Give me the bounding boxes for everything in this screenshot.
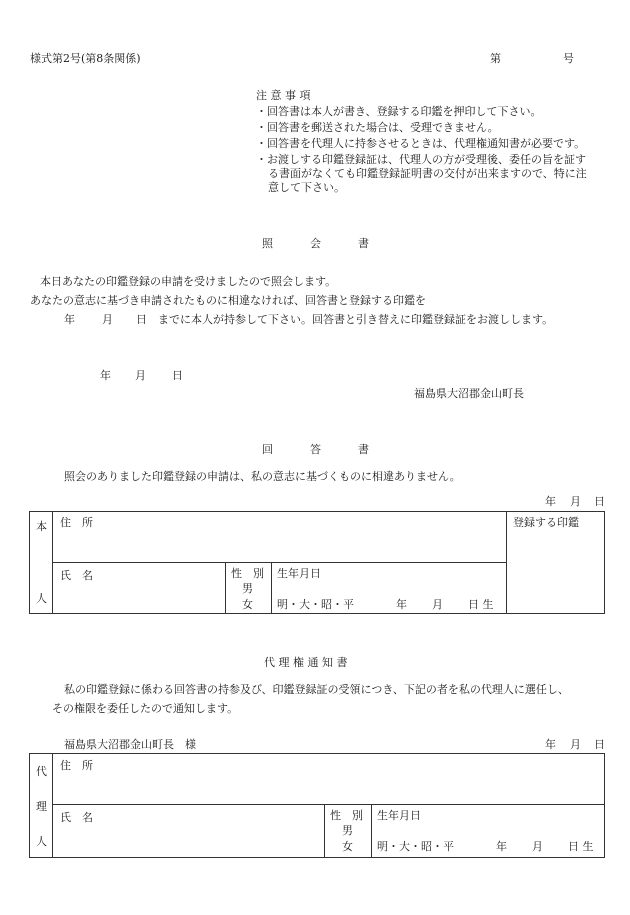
reply-sex-male: 男 xyxy=(242,582,253,595)
proxy-date-day: 日 xyxy=(594,738,605,751)
inquiry-title-char: 書 xyxy=(358,237,369,250)
reply-address-label: 住 所 xyxy=(60,516,93,529)
proxy-sex-male: 男 xyxy=(342,824,353,837)
reply-side-label: 人 xyxy=(36,592,47,605)
reply-sex-female: 女 xyxy=(242,598,253,611)
proxy-dob-label: 生年月日 xyxy=(377,809,421,822)
notes-item: ・回答書を郵送された場合は、受理できません。 xyxy=(256,121,499,134)
reply-seal-label: 登録する印鑑 xyxy=(513,516,579,529)
proxy-sex-label: 性 別 xyxy=(330,809,363,822)
reply-era-options: 明・大・昭・平 xyxy=(277,598,354,611)
reply-sex-label: 性 別 xyxy=(231,567,264,580)
reply-date-day: 日 xyxy=(594,495,605,508)
inquiry-line3: までに本人が持参して下さい。回答書と引き替えに印鑑登録証をお渡しします。 xyxy=(158,313,554,326)
proxy-name-label: 氏 名 xyxy=(60,811,93,824)
reply-name-label: 氏 名 xyxy=(60,569,93,582)
proxy-dob-month: 月 xyxy=(532,840,543,853)
reply-title-char: 書 xyxy=(358,443,369,456)
proxy-table xyxy=(29,753,605,858)
reply-statement: 照会のありました印鑑登録の申請は、私の意志に基づくものに相違ありません。 xyxy=(64,470,461,483)
notes-item: ・回答書は本人が書き、登録する印鑑を押印して下さい。 xyxy=(256,105,542,118)
inquiry-line1: 本日あなたの印鑑登録の申請を受けましたので照会します。 xyxy=(40,275,337,288)
dai-label: 第 xyxy=(490,52,501,65)
inquiry-issuer: 福島県大沼郡金山町長 xyxy=(414,387,524,400)
inquiry-deadline-year: 年 xyxy=(64,313,75,326)
proxy-statement-line2: その権限を委任したので通知します。 xyxy=(52,702,239,715)
proxy-date-month: 月 xyxy=(570,738,581,751)
proxy-statement-line1: 私の印鑑登録に係わる回答書の持参及び、印鑑登録証の受領につき、下記の者を私の代理人に選任し、 xyxy=(64,683,569,696)
inquiry-title-char: 会 xyxy=(310,237,321,250)
proxy-dob-day: 日 生 xyxy=(568,840,594,853)
notes-item: る書面がなくても印鑑登録証明書の交付が出来ますので、特に注 xyxy=(268,167,587,180)
notes-item: 意して下さい。 xyxy=(268,181,345,194)
proxy-era-options: 明・大・昭・平 xyxy=(377,840,454,853)
notes-item: ・お渡しする印鑑登録証は、代理人の方が受理後、委任の旨を証す xyxy=(256,153,586,166)
proxy-date-year: 年 xyxy=(545,738,556,751)
inquiry-deadline-month: 月 xyxy=(102,313,113,326)
reply-dob-day: 日 生 xyxy=(468,598,494,611)
reply-date-year: 年 xyxy=(545,495,556,508)
reply-title-char: 答 xyxy=(310,443,321,456)
reply-date-month: 月 xyxy=(570,495,581,508)
inquiry-line2: あなたの意志に基づき申請されたものに相違なければ、回答書と登録する印鑑を xyxy=(30,294,426,307)
proxy-address-label: 住 所 xyxy=(60,759,93,772)
proxy-side-label: 代 xyxy=(36,765,47,778)
proxy-title: 代 理 権 通 知 書 xyxy=(264,656,348,669)
go-label: 号 xyxy=(563,52,574,65)
proxy-addressee: 福島県大沼郡金山町長 様 xyxy=(64,738,196,751)
reply-dob-month: 月 xyxy=(432,598,443,611)
proxy-sex-female: 女 xyxy=(342,840,353,853)
reply-side-label: 本 xyxy=(36,520,47,533)
proxy-side-label: 人 xyxy=(36,835,47,848)
notes-title: 注 意 事 項 xyxy=(256,89,311,102)
form-number: 様式第2号(第8条関係) xyxy=(30,52,141,65)
proxy-side-label: 理 xyxy=(36,800,47,813)
inquiry-date-month: 月 xyxy=(135,369,146,382)
inquiry-date-year: 年 xyxy=(100,369,111,382)
inquiry-deadline-day: 日 xyxy=(136,313,147,326)
reply-dob-label: 生年月日 xyxy=(277,567,321,580)
inquiry-date-day: 日 xyxy=(172,369,183,382)
reply-dob-year: 年 xyxy=(396,598,407,611)
notes-item: ・回答書を代理人に持参させるときは、代理権通知書が必要です。 xyxy=(256,137,586,150)
proxy-dob-year: 年 xyxy=(496,840,507,853)
inquiry-title-char: 照 xyxy=(262,237,273,250)
reply-title-char: 回 xyxy=(262,443,273,456)
